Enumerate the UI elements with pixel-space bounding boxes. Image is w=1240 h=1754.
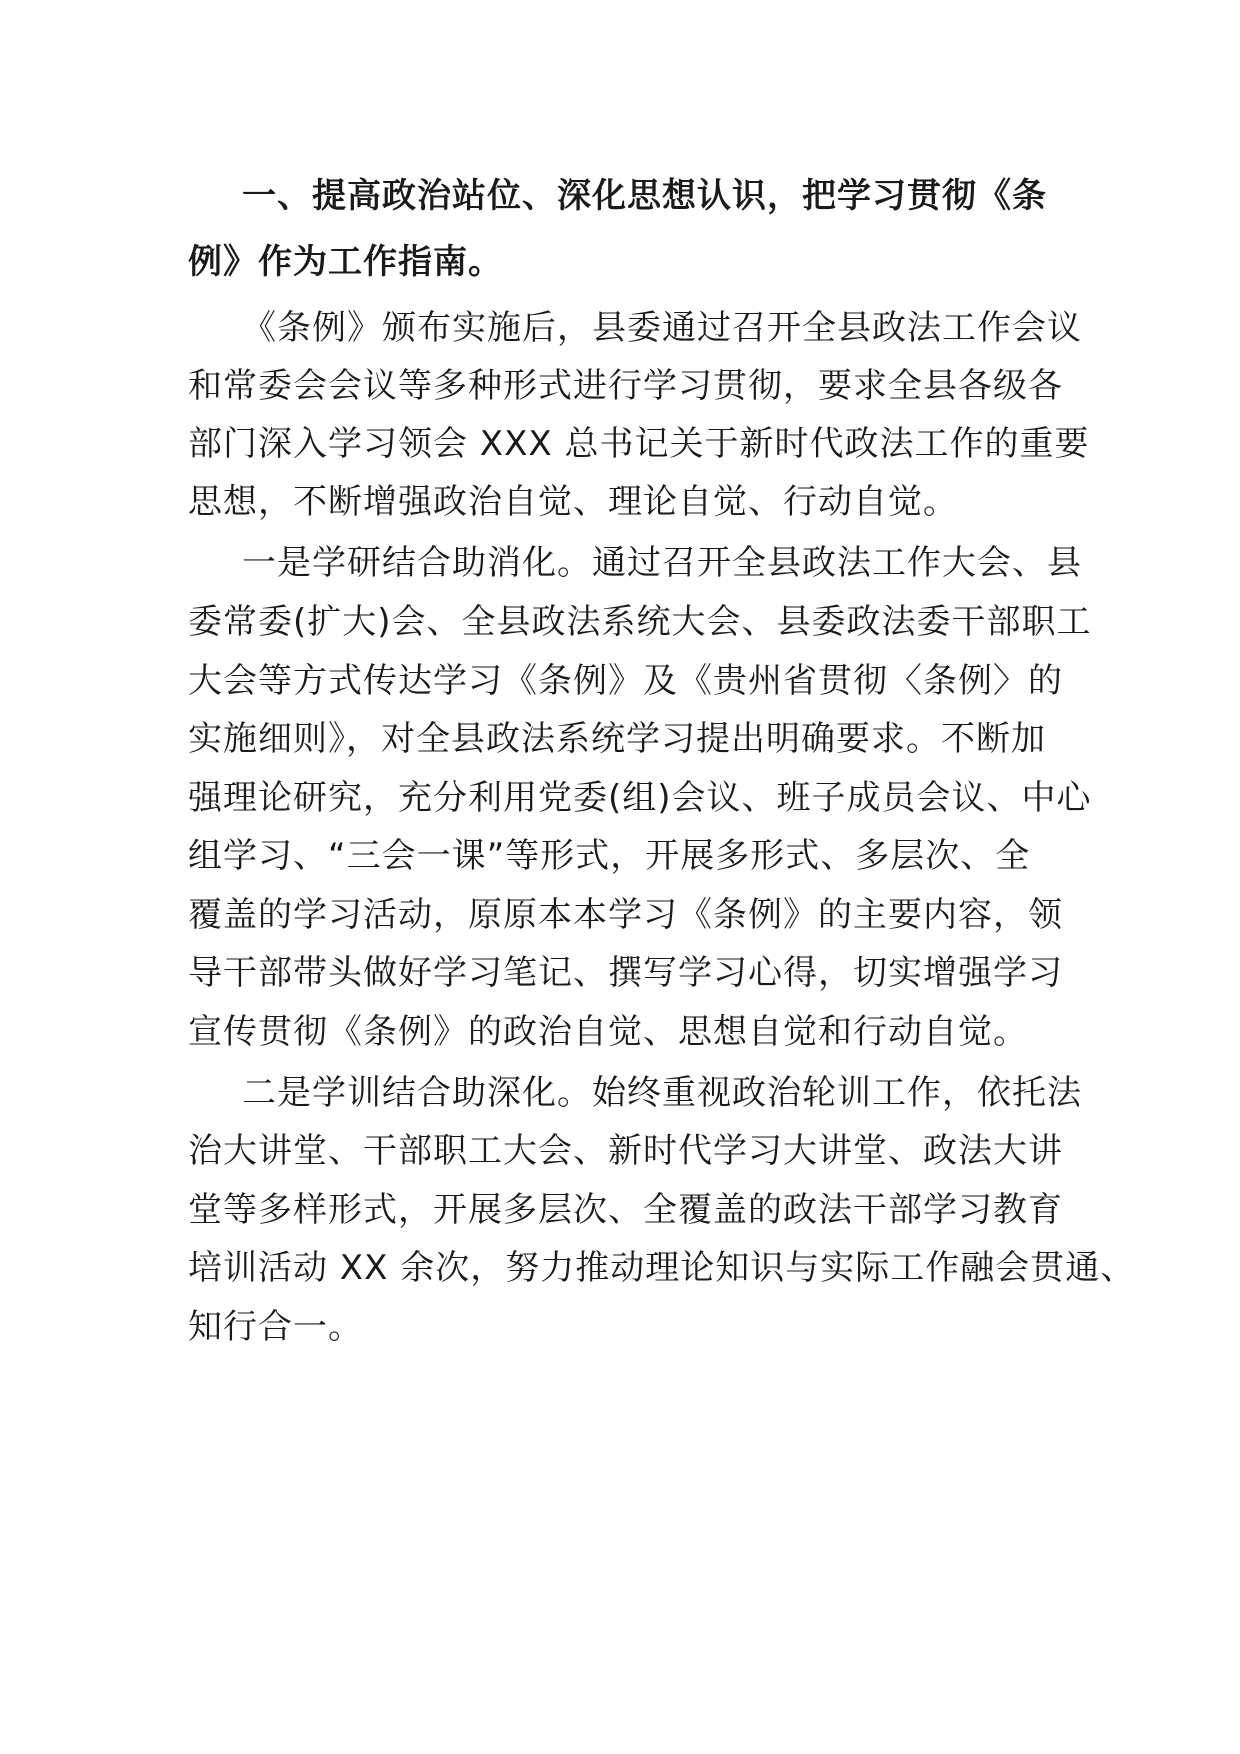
paragraph-2-line-8: 导干部带头做好学习笔记、撰写学习心得，切实增强学习 (188, 953, 1063, 993)
paragraph-1-line-4: 思想，不断增强政治自觉、理论自觉、行动自觉。 (188, 482, 958, 522)
paragraph-3-line-1: 二是学训结合助深化。始终重视政治轮训工作，依托法 (242, 1073, 1082, 1113)
paragraph-1-line-3: 部门深入学习领会 XXX 总书记关于新时代政法工作的重要 (188, 424, 1090, 464)
paragraph-2-line-4: 实施细则》，对全县政法系统学习提出明确要求。不断加 (188, 719, 1046, 759)
paragraph-2-line-3: 大会等方式传达学习《条例》及《贵州省贯彻〈条例〉的 (188, 661, 1063, 701)
section-heading-line-2: 例》作为工作指南。 (188, 242, 503, 282)
paragraph-2-line-7: 覆盖的学习活动，原原本本学习《条例》的主要内容，领 (188, 895, 1063, 935)
paragraph-3-line-4: 培训活动 XX 余次，努力推动理论知识与实际工作融会贯通、 (188, 1248, 1136, 1288)
paragraph-1-line-2: 和常委会会议等多种形式进行学习贯彻，要求全县各级各 (188, 366, 1063, 406)
section-heading-line-1: 一、提高政治站位、深化思想认识，把学习贯彻《条 (242, 176, 1047, 216)
paragraph-3-line-3: 堂等多样形式，开展多层次、全覆盖的政法干部学习教育 (188, 1190, 1063, 1230)
paragraph-2-line-6: 组学习、“三会一课”等形式，开展多形式、多层次、全 (188, 836, 1031, 876)
paragraph-2-line-2: 委常委(扩大)会、全县政法系统大会、县委政法委干部职工 (188, 602, 1092, 642)
paragraph-3-line-5: 知行合一。 (188, 1307, 363, 1347)
paragraph-2-line-1: 一是学研结合助消化。通过召开全县政法工作大会、县 (242, 543, 1082, 583)
paragraph-2-line-5: 强理论研究，充分利用党委(组)会议、班子成员会议、中心 (188, 778, 1092, 818)
paragraph-3-line-2: 治大讲堂、干部职工大会、新时代学习大讲堂、政法大讲 (188, 1131, 1063, 1171)
paragraph-2-line-9: 宣传贯彻《条例》的政治自觉、思想自觉和行动自觉。 (188, 1012, 1028, 1052)
paragraph-1-line-1: 《条例》颁布实施后，县委通过召开全县政法工作会议 (242, 308, 1082, 348)
